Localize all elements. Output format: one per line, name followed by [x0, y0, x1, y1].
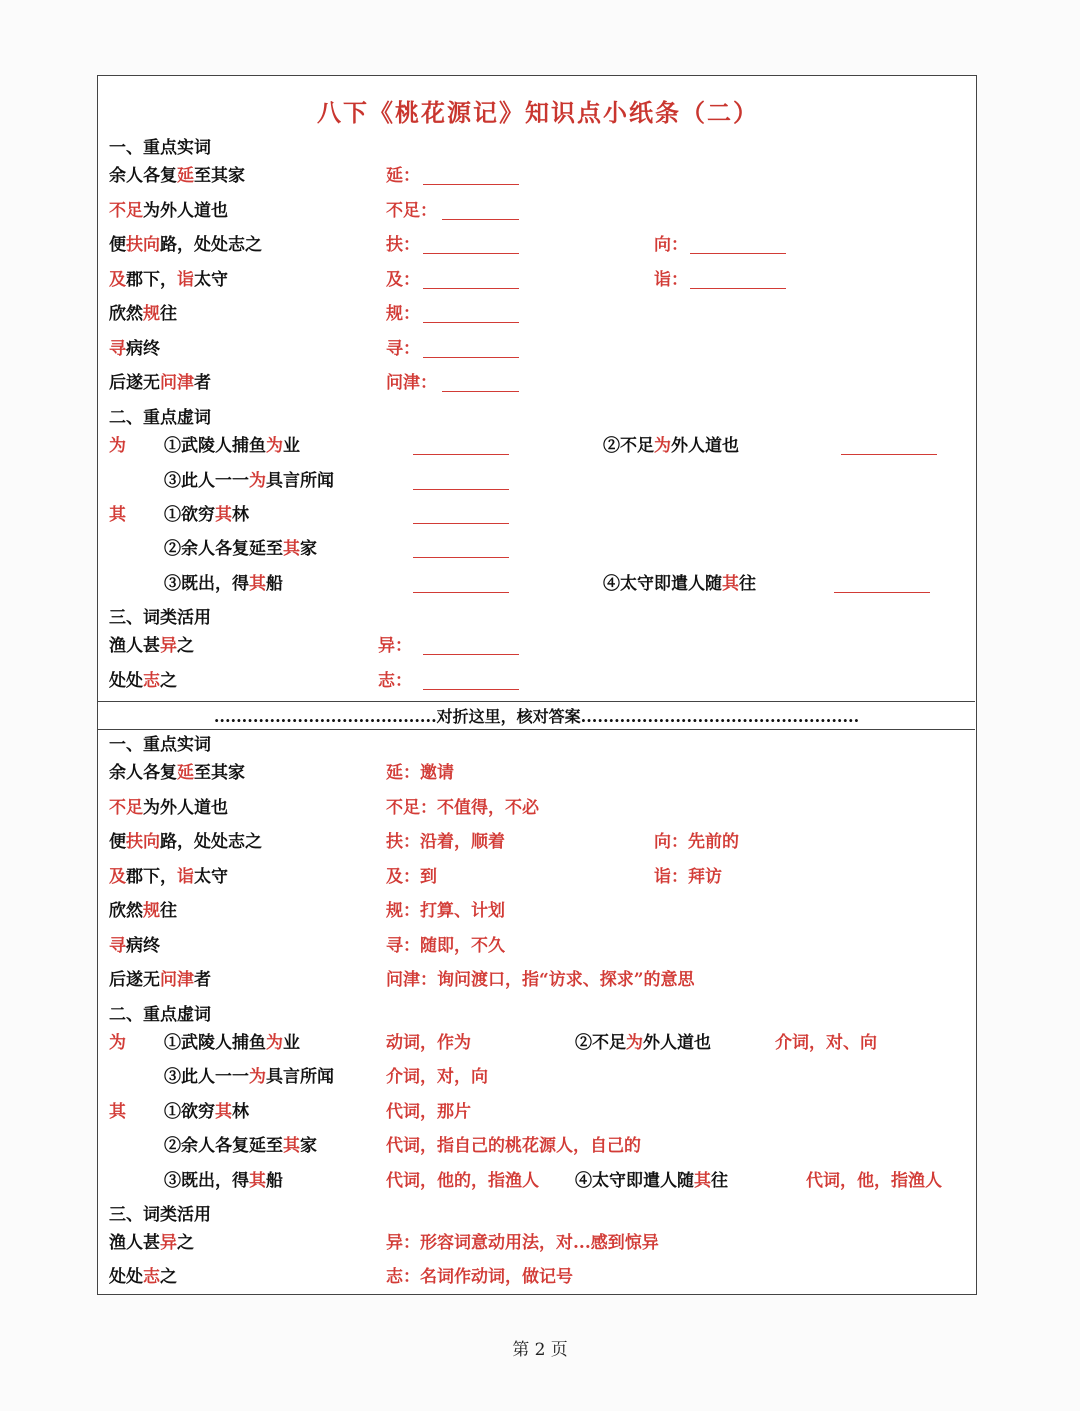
a-xuci-answer: 动词，作为 — [386, 1033, 471, 1053]
a-huoyong-row-1: 渔人甚异之 — [109, 1233, 194, 1253]
answer-blank[interactable] — [413, 523, 509, 524]
section-heading-huoyong: 三、词类活用 — [109, 1205, 211, 1225]
q-label-gui: 规： — [386, 304, 420, 324]
a-xuci-item: ②不足为外人道也 — [575, 1033, 711, 1053]
a-shici-row-1: 余人各复延至其家 — [109, 763, 245, 783]
a-answer-yan: 延：邀请 — [386, 763, 454, 783]
fold-line: ........................................对折这里，核对答案.................................................. — [213, 707, 860, 726]
a-answer-buzu: 不足：不值得，不必 — [386, 798, 539, 818]
answer-blank[interactable] — [841, 454, 937, 455]
q-shici-row-2: 不足为外人道也 — [109, 201, 228, 221]
q-label-buzu: 不足： — [386, 201, 437, 221]
a-xuci-item: ②余人各复延至其家 — [164, 1136, 317, 1156]
a-answer-xun: 寻：随即，不久 — [386, 936, 505, 956]
q-label-xun: 寻： — [386, 339, 420, 359]
a-xuci-item: ①武陵人捕鱼为业 — [164, 1033, 300, 1053]
q-xuci-item: ③既出，得其船 — [164, 574, 283, 594]
answer-blank[interactable] — [423, 288, 519, 289]
q-xuci-item: ④太守即遣人随其往 — [603, 574, 756, 594]
worksheet-frame — [97, 75, 977, 1295]
q-xuci-item: ②余人各复延至其家 — [164, 539, 317, 559]
answer-blank[interactable] — [423, 654, 519, 655]
a-xuci-item: ①欲穷其林 — [164, 1102, 249, 1122]
a-shici-row-5: 欣然规往 — [109, 901, 177, 921]
q-label-xiang: 向： — [654, 235, 688, 255]
a-xuci-answer: 介词，对、向 — [775, 1033, 877, 1053]
q-shici-row-6: 寻病终 — [109, 339, 160, 359]
a-xuci-item: ③既出，得其船 — [164, 1171, 283, 1191]
a-answer-wenjin: 问津：询问渡口，指“访求、探求”的意思 — [386, 970, 695, 990]
a-shici-row-6: 寻病终 — [109, 936, 160, 956]
answer-blank[interactable] — [423, 253, 519, 254]
answer-blank[interactable] — [423, 322, 519, 323]
answer-blank[interactable] — [413, 489, 509, 490]
a-xuci-qi-label: 其 — [109, 1102, 126, 1122]
a-xuci-item: ③此人一一为具言所闻 — [164, 1067, 334, 1087]
q-label-ji: 及： — [386, 270, 420, 290]
section-heading-shici: 一、重点实词 — [109, 735, 211, 755]
a-xuci-item: ④太守即遣人随其往 — [575, 1171, 728, 1191]
a-xuci-wei-label: 为 — [109, 1033, 126, 1053]
answer-blank[interactable] — [423, 689, 519, 690]
page-title: 八下《桃花源记》知识点小纸条（二） — [317, 98, 759, 127]
q-label-zhi: 志： — [378, 671, 412, 691]
q-xuci-item: ①欲穷其林 — [164, 505, 249, 525]
q-xuci-item: ③此人一一为具言所闻 — [164, 471, 334, 491]
section-heading-shici: 一、重点实词 — [109, 138, 211, 158]
a-shici-row-7: 后遂无问津者 — [109, 970, 211, 990]
answer-blank[interactable] — [413, 454, 509, 455]
a-xuci-answer: 介词，对，向 — [386, 1067, 488, 1087]
q-shici-row-4: 及郡下，诣太守 — [109, 270, 228, 290]
section-heading-xuci: 二、重点虚词 — [109, 1005, 211, 1025]
a-answer-xiang: 向：先前的 — [654, 832, 739, 852]
a-xuci-answer: 代词，那片 — [386, 1102, 471, 1122]
a-xuci-answer: 代词，他的，指渔人 — [386, 1171, 539, 1191]
q-huoyong-row-2: 处处志之 — [109, 671, 177, 691]
section-heading-huoyong: 三、词类活用 — [109, 608, 211, 628]
a-xuci-answer: 代词，他，指渔人 — [806, 1171, 942, 1191]
answer-blank[interactable] — [690, 253, 786, 254]
answer-blank[interactable] — [423, 184, 519, 185]
answer-blank[interactable] — [442, 219, 519, 220]
answer-blank[interactable] — [690, 288, 786, 289]
q-shici-row-5: 欣然规往 — [109, 304, 177, 324]
a-answer-yi2: 异：形容词意动用法，对...感到惊异 — [386, 1233, 659, 1253]
answer-blank[interactable] — [413, 557, 509, 558]
a-answer-zhi: 志：名词作动词，做记号 — [386, 1267, 573, 1287]
a-shici-row-3: 便扶向路，处处志之 — [109, 832, 262, 852]
a-xuci-answer: 代词，指自己的桃花源人，自己的 — [386, 1136, 641, 1156]
a-answer-gui: 规：打算、计划 — [386, 901, 505, 921]
a-shici-row-4: 及郡下，诣太守 — [109, 867, 228, 887]
answer-blank[interactable] — [423, 357, 519, 358]
q-xuci-qi-label: 其 — [109, 505, 126, 525]
q-xuci-wei-label: 为 — [109, 436, 126, 456]
answer-blank[interactable] — [834, 592, 930, 593]
fold-divider-bottom — [98, 729, 975, 730]
q-shici-row-7: 后遂无问津者 — [109, 373, 211, 393]
section-heading-xuci: 二、重点虚词 — [109, 408, 211, 428]
q-huoyong-row-1: 渔人甚异之 — [109, 636, 194, 656]
fold-divider-top — [98, 701, 975, 702]
a-answer-fu: 扶：沿着，顺着 — [386, 832, 505, 852]
q-label-fu: 扶： — [386, 235, 420, 255]
answer-blank[interactable] — [442, 391, 519, 392]
page-number: 第 2 页 — [512, 1340, 568, 1360]
a-shici-row-2: 不足为外人道也 — [109, 798, 228, 818]
q-xuci-item: ②不足为外人道也 — [603, 436, 739, 456]
q-label-wenjin: 问津： — [386, 373, 437, 393]
q-xuci-item: ①武陵人捕鱼为业 — [164, 436, 300, 456]
q-label-yi: 诣： — [654, 270, 688, 290]
a-answer-ji: 及：到 — [386, 867, 437, 887]
a-huoyong-row-2: 处处志之 — [109, 1267, 177, 1287]
q-shici-row-3: 便扶向路，处处志之 — [109, 235, 262, 255]
q-label-yi2: 异： — [378, 636, 412, 656]
answer-blank[interactable] — [413, 592, 509, 593]
q-shici-row-1: 余人各复延至其家 — [109, 166, 245, 186]
a-answer-yi: 诣：拜访 — [654, 867, 722, 887]
q-label-yan: 延： — [386, 166, 420, 186]
